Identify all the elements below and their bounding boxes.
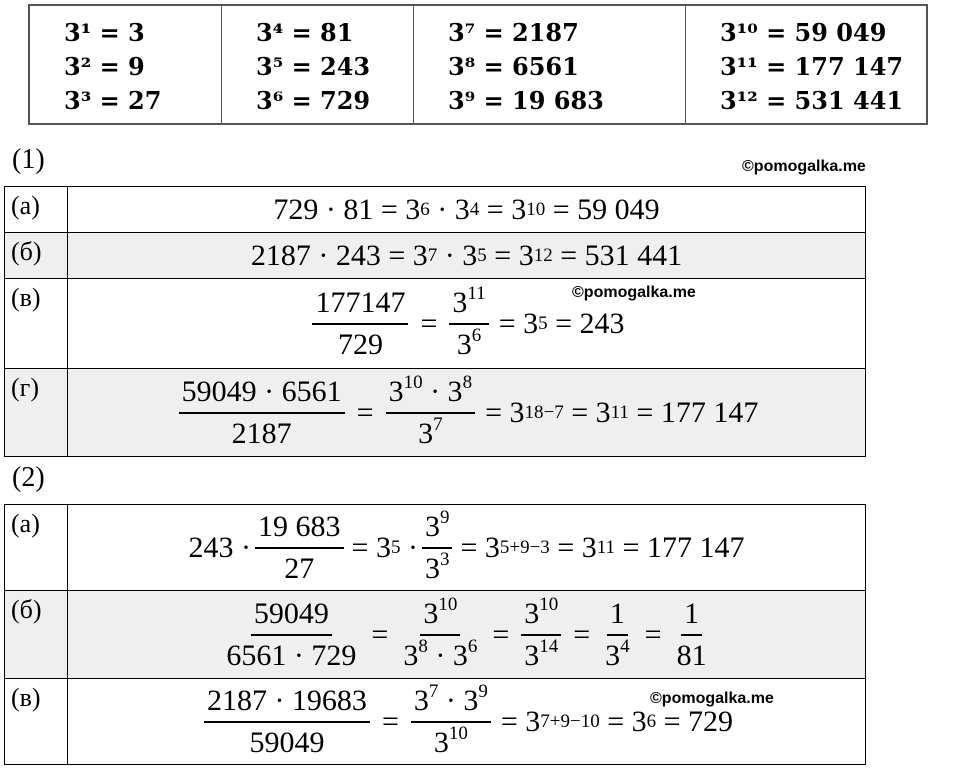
table-row — [5, 187, 866, 233]
eq-text: = 3 — [549, 530, 597, 564]
eq-text: · 3 — [437, 238, 478, 272]
numerator: 19 683 — [255, 509, 344, 549]
powers-column-4 — [686, 6, 926, 123]
eq-text: = 177 147 — [615, 530, 745, 564]
power-entry: 3⁸ = 6561 — [448, 52, 579, 81]
watermark: ©pomogalka.me — [742, 158, 866, 175]
eq-text: = 243 — [547, 306, 625, 340]
denominator: · 3 — [427, 638, 468, 672]
equation-1g: $\frac{59049 \cdot 6561}{2187}$ = $\frac{3^{10} \cdot 3^8}{3^7}$ = 3 18−7 = 3 11 = 177 147 — [68, 369, 866, 457]
denominator: 3 — [403, 638, 419, 672]
table-row — [5, 505, 866, 591]
eq-text: = 3 — [485, 395, 525, 429]
numerator: 3 — [423, 596, 439, 630]
power-entry: 3⁹ = 19 683 — [448, 86, 604, 115]
table-row — [5, 279, 866, 369]
row-label: (а) — [5, 187, 68, 233]
powers-column-1 — [30, 6, 222, 123]
numerator: 59049 — [251, 596, 332, 636]
exponent: 7 — [433, 413, 443, 435]
exponent: 8 — [462, 371, 473, 393]
power-entry: 3¹⁰ = 59 049 — [720, 18, 887, 47]
equation-2a: 243 · $\frac{19 683}{27}$ = 3 5 · $\frac{3^9}{3^3}$ = 3 5+9−3 = 3 11 = 177 147 — [68, 505, 866, 591]
eq-text: = 3 — [479, 192, 527, 226]
exponent: 3 — [439, 548, 450, 570]
exponent: 6 — [471, 324, 482, 346]
row-label: (б) — [5, 591, 68, 679]
fraction — [449, 282, 488, 363]
section-2-label: (2) — [12, 462, 45, 493]
exponent: 7 — [428, 680, 439, 702]
denominator: 3 — [433, 725, 449, 759]
section-1-label: (1) — [12, 144, 45, 175]
row-label: (в) — [5, 679, 68, 765]
equation-2v: $\frac{2187 \cdot 19683}{59049}$ = $\frac{3^7 \cdot 3^9}{3^{10}}$ = 3 7+9−10 = 3 6 = 729 — [68, 679, 866, 765]
numerator: 3 — [524, 596, 540, 630]
equation-1v: $\frac{177147}{729}$ = $\frac{3^{11}}{3^6}$ = 3 5 = 243 — [68, 279, 866, 369]
powers-column-3 — [414, 6, 686, 123]
exponent: 8 — [418, 635, 428, 657]
exponent: 10 — [448, 722, 468, 744]
power-entry: 3⁵ = 243 — [256, 52, 371, 81]
denominator: 2187 — [231, 416, 292, 450]
eq-text: = 59 049 — [545, 192, 660, 226]
eq-text: = 177 147 — [628, 395, 759, 429]
exponent: 6 — [467, 635, 478, 657]
fraction — [602, 596, 633, 674]
fraction — [521, 593, 561, 674]
eq-text: · — [400, 530, 418, 564]
exponent: 11 — [467, 282, 486, 304]
numerator: · 3 — [438, 683, 479, 717]
power-entry: 3³ = 27 — [64, 86, 162, 115]
row-label: (в) — [5, 279, 68, 369]
denominator: 729 — [337, 327, 383, 361]
power-entry: 3⁷ = 2187 — [448, 18, 579, 47]
fraction — [386, 371, 476, 452]
numerator: 177147 — [312, 285, 408, 325]
fraction — [204, 683, 370, 761]
exponent: 9 — [439, 506, 450, 528]
fraction — [422, 506, 453, 587]
row-label: (б) — [5, 233, 68, 279]
powers-table — [28, 4, 928, 125]
denominator: 3 — [456, 327, 472, 361]
table-row — [5, 233, 866, 279]
denominator: 59049 — [249, 725, 325, 759]
equation-2b: $\frac{59049}{6561 \cdot 729}$ = $\frac{3^{10}}{3^8 \cdot 3^6}$ = $\frac{3^{10}}{3^{14}}$ = $\frac{1}{3^4}$ = $\frac{1}{81}$ — [68, 591, 866, 679]
eq-text: 243 · — [188, 530, 252, 564]
eq-text: = 531 441 — [552, 238, 683, 272]
fraction — [223, 596, 359, 674]
eq-text: 2187 · 243 = 3 — [250, 238, 428, 272]
exponent: 10 — [438, 593, 458, 615]
power-entry: 3¹ = 3 — [64, 18, 145, 47]
power-entry: 3² = 9 — [64, 52, 145, 81]
exponent: 10 — [539, 593, 559, 615]
fraction — [411, 680, 491, 761]
numerator: 1 — [607, 596, 628, 636]
watermark: ©pomogalka.me — [650, 690, 774, 707]
fraction — [255, 509, 344, 587]
fraction — [179, 374, 345, 452]
eq-text: = 3 — [500, 704, 541, 738]
numerator: 3 — [413, 683, 429, 717]
equation-1a: 729 · 81 = 3 6 · 3 4 = 3 10 = 59 049 — [68, 187, 866, 233]
row-label: (г) — [5, 369, 68, 457]
eq-text: · 3 — [429, 192, 470, 226]
section-2-table — [4, 504, 866, 765]
eq-text: 729 · 81 = 3 — [273, 192, 421, 226]
watermark: ©pomogalka.me — [572, 284, 696, 301]
section-1-table — [4, 186, 866, 457]
exponent: 10 — [403, 371, 423, 393]
eq-text: = 3 — [498, 306, 539, 340]
power-entry: 3¹² = 531 441 — [720, 86, 904, 115]
eq-text: = 3 — [599, 704, 647, 738]
equation-1b: 2187 · 243 = 3 7 · 3 5 = 3 12 = 531 441 — [68, 233, 866, 279]
denominator: 81 — [676, 638, 707, 672]
denominator: 3 — [605, 638, 621, 672]
eq-text: = 3 — [351, 530, 391, 564]
numerator: 1 — [681, 596, 702, 636]
fraction — [400, 593, 480, 674]
table-row — [5, 369, 866, 457]
denominator: 27 — [284, 551, 315, 585]
numerator: · 3 — [422, 374, 463, 408]
power-entry: 3⁴ = 81 — [256, 18, 354, 47]
exponent: 4 — [620, 635, 630, 657]
eq-text: = 729 — [656, 704, 734, 738]
row-label: (а) — [5, 505, 68, 591]
numerator: 2187 · 19683 — [204, 683, 370, 723]
numerator: 3 — [388, 374, 404, 408]
power-entry: 3¹¹ = 177 147 — [720, 52, 904, 81]
eq-text: = 3 — [486, 238, 534, 272]
power-entry: 3⁶ = 729 — [256, 86, 371, 115]
denominator: 3 — [418, 416, 434, 450]
fraction — [674, 596, 710, 674]
numerator: 3 — [424, 509, 440, 543]
denominator: 3 — [424, 551, 440, 585]
numerator: 59049 · 6561 — [179, 374, 345, 414]
denominator: 6561 · 729 — [226, 638, 357, 672]
powers-column-2 — [222, 6, 414, 123]
table-row — [5, 591, 866, 679]
exponent: 14 — [539, 635, 559, 657]
eq-text: = 3 — [460, 530, 500, 564]
fraction — [312, 285, 408, 363]
exponent: 9 — [478, 680, 488, 702]
eq-text: = 3 — [563, 395, 611, 429]
denominator: 3 — [524, 638, 540, 672]
numerator: 3 — [452, 285, 468, 319]
